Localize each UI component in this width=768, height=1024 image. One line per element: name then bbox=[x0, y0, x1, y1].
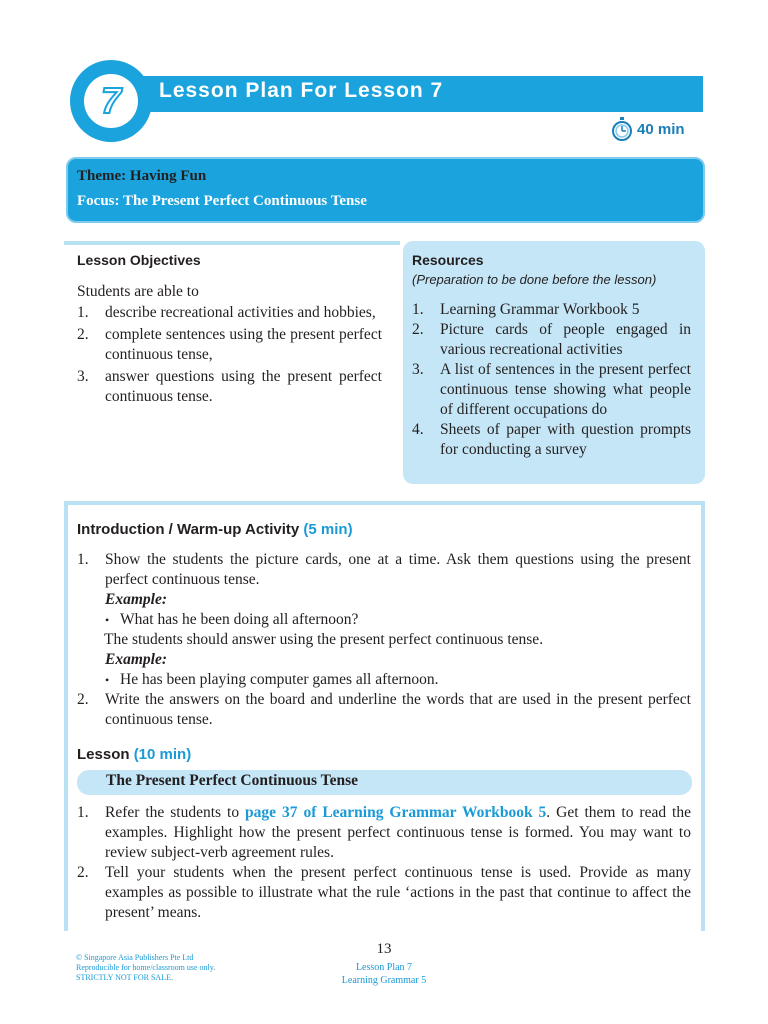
page-title: Lesson Plan For Lesson 7 bbox=[159, 79, 444, 102]
resources-heading: Resources bbox=[412, 252, 484, 268]
duration-text: 40 min bbox=[637, 120, 685, 138]
objectives-intro: Students are able to bbox=[77, 283, 199, 300]
list-item: 1. describe recreational activities and hobbies, bbox=[77, 304, 376, 321]
intro-time: (5 min) bbox=[303, 521, 353, 538]
duration bbox=[611, 117, 685, 141]
lesson-heading: Lesson (10 min) bbox=[77, 746, 192, 763]
example-question: • What has he been doing all afternoon? bbox=[105, 610, 691, 630]
list-item: 3. A list of sentences in the present perfect continuous tense showing what people of different occupations do bbox=[412, 361, 691, 418]
list-item: 2. Write the answers on the board and underline the words that are used in the present perfect continuous tense. bbox=[77, 691, 691, 728]
theme-box bbox=[66, 157, 705, 223]
lesson-steps bbox=[77, 803, 691, 923]
stopwatch-icon bbox=[611, 117, 633, 141]
example-answer: • He has been playing computer games all afternoon. bbox=[105, 670, 691, 690]
objectives-rule bbox=[64, 241, 400, 245]
example-label: Example: bbox=[105, 591, 167, 608]
list-item: 2. Picture cards of people engaged in various recreational activities bbox=[412, 321, 691, 358]
list-item: 2. complete sentences using the present perfect continuous tense, bbox=[77, 326, 382, 363]
list-item: 1. Refer the students to page 37 of Learning Grammar Workbook 5. Get them to read the examples. Highlight how the present perfect continuous tense is formed. You may want to review subject-verb agreement rules. bbox=[77, 804, 691, 861]
objectives-heading: Lesson Objectives bbox=[77, 252, 201, 268]
page-number: 13 bbox=[376, 941, 392, 957]
list-item: 4. Sheets of paper with question prompts for conducting a survey bbox=[412, 421, 691, 458]
list-item: 3. answer questions using the present perfect continuous tense. bbox=[77, 368, 382, 405]
list-item: 1. Show the students the picture cards, one at a time. Ask them questions using the present perfect continuous tense. Example: • What has he been doing all afternoon? The students should answer using the present perfect continuous tense. Example: • He has been playing computer games all afternoon. bbox=[77, 550, 691, 690]
instruction-text: The students should answer using the present perfect continuous tense. bbox=[104, 631, 544, 648]
resources-list bbox=[412, 300, 691, 460]
theme-text: Theme: Having Fun bbox=[77, 168, 207, 184]
intro-steps bbox=[77, 550, 691, 730]
lesson-title: The Present Perfect Continuous Tense bbox=[106, 772, 359, 789]
footer-center: Lesson Plan 7 Learning Grammar 5 bbox=[341, 962, 427, 986]
copyright-notice: © Singapore Asia Publishers Pte Ltd Reproducible for home/classroom use only. STRICTLY NOT FOR SALE. bbox=[76, 953, 216, 982]
workbook-link[interactable]: page 37 of Learning Grammar Workbook 5 bbox=[245, 804, 547, 821]
focus-text: Focus: The Present Perfect Continuous Tense bbox=[77, 193, 367, 209]
lesson-time: (10 min) bbox=[133, 746, 192, 763]
resources-subheading: (Preparation to be done before the lesson) bbox=[412, 272, 657, 287]
intro-heading: Introduction / Warm-up Activity (5 min) bbox=[77, 521, 353, 538]
list-item: 2. Tell your students when the present perfect continuous tense is used. Provide as many examples as possible to illustrate what the rule ‘actions in the past that continue to affect the present’ means. bbox=[77, 864, 691, 921]
example-label: Example: bbox=[105, 651, 167, 668]
objectives-list bbox=[77, 303, 382, 407]
lesson-number: 7 bbox=[100, 80, 122, 121]
list-item: 1. Learning Grammar Workbook 5 bbox=[412, 301, 640, 318]
